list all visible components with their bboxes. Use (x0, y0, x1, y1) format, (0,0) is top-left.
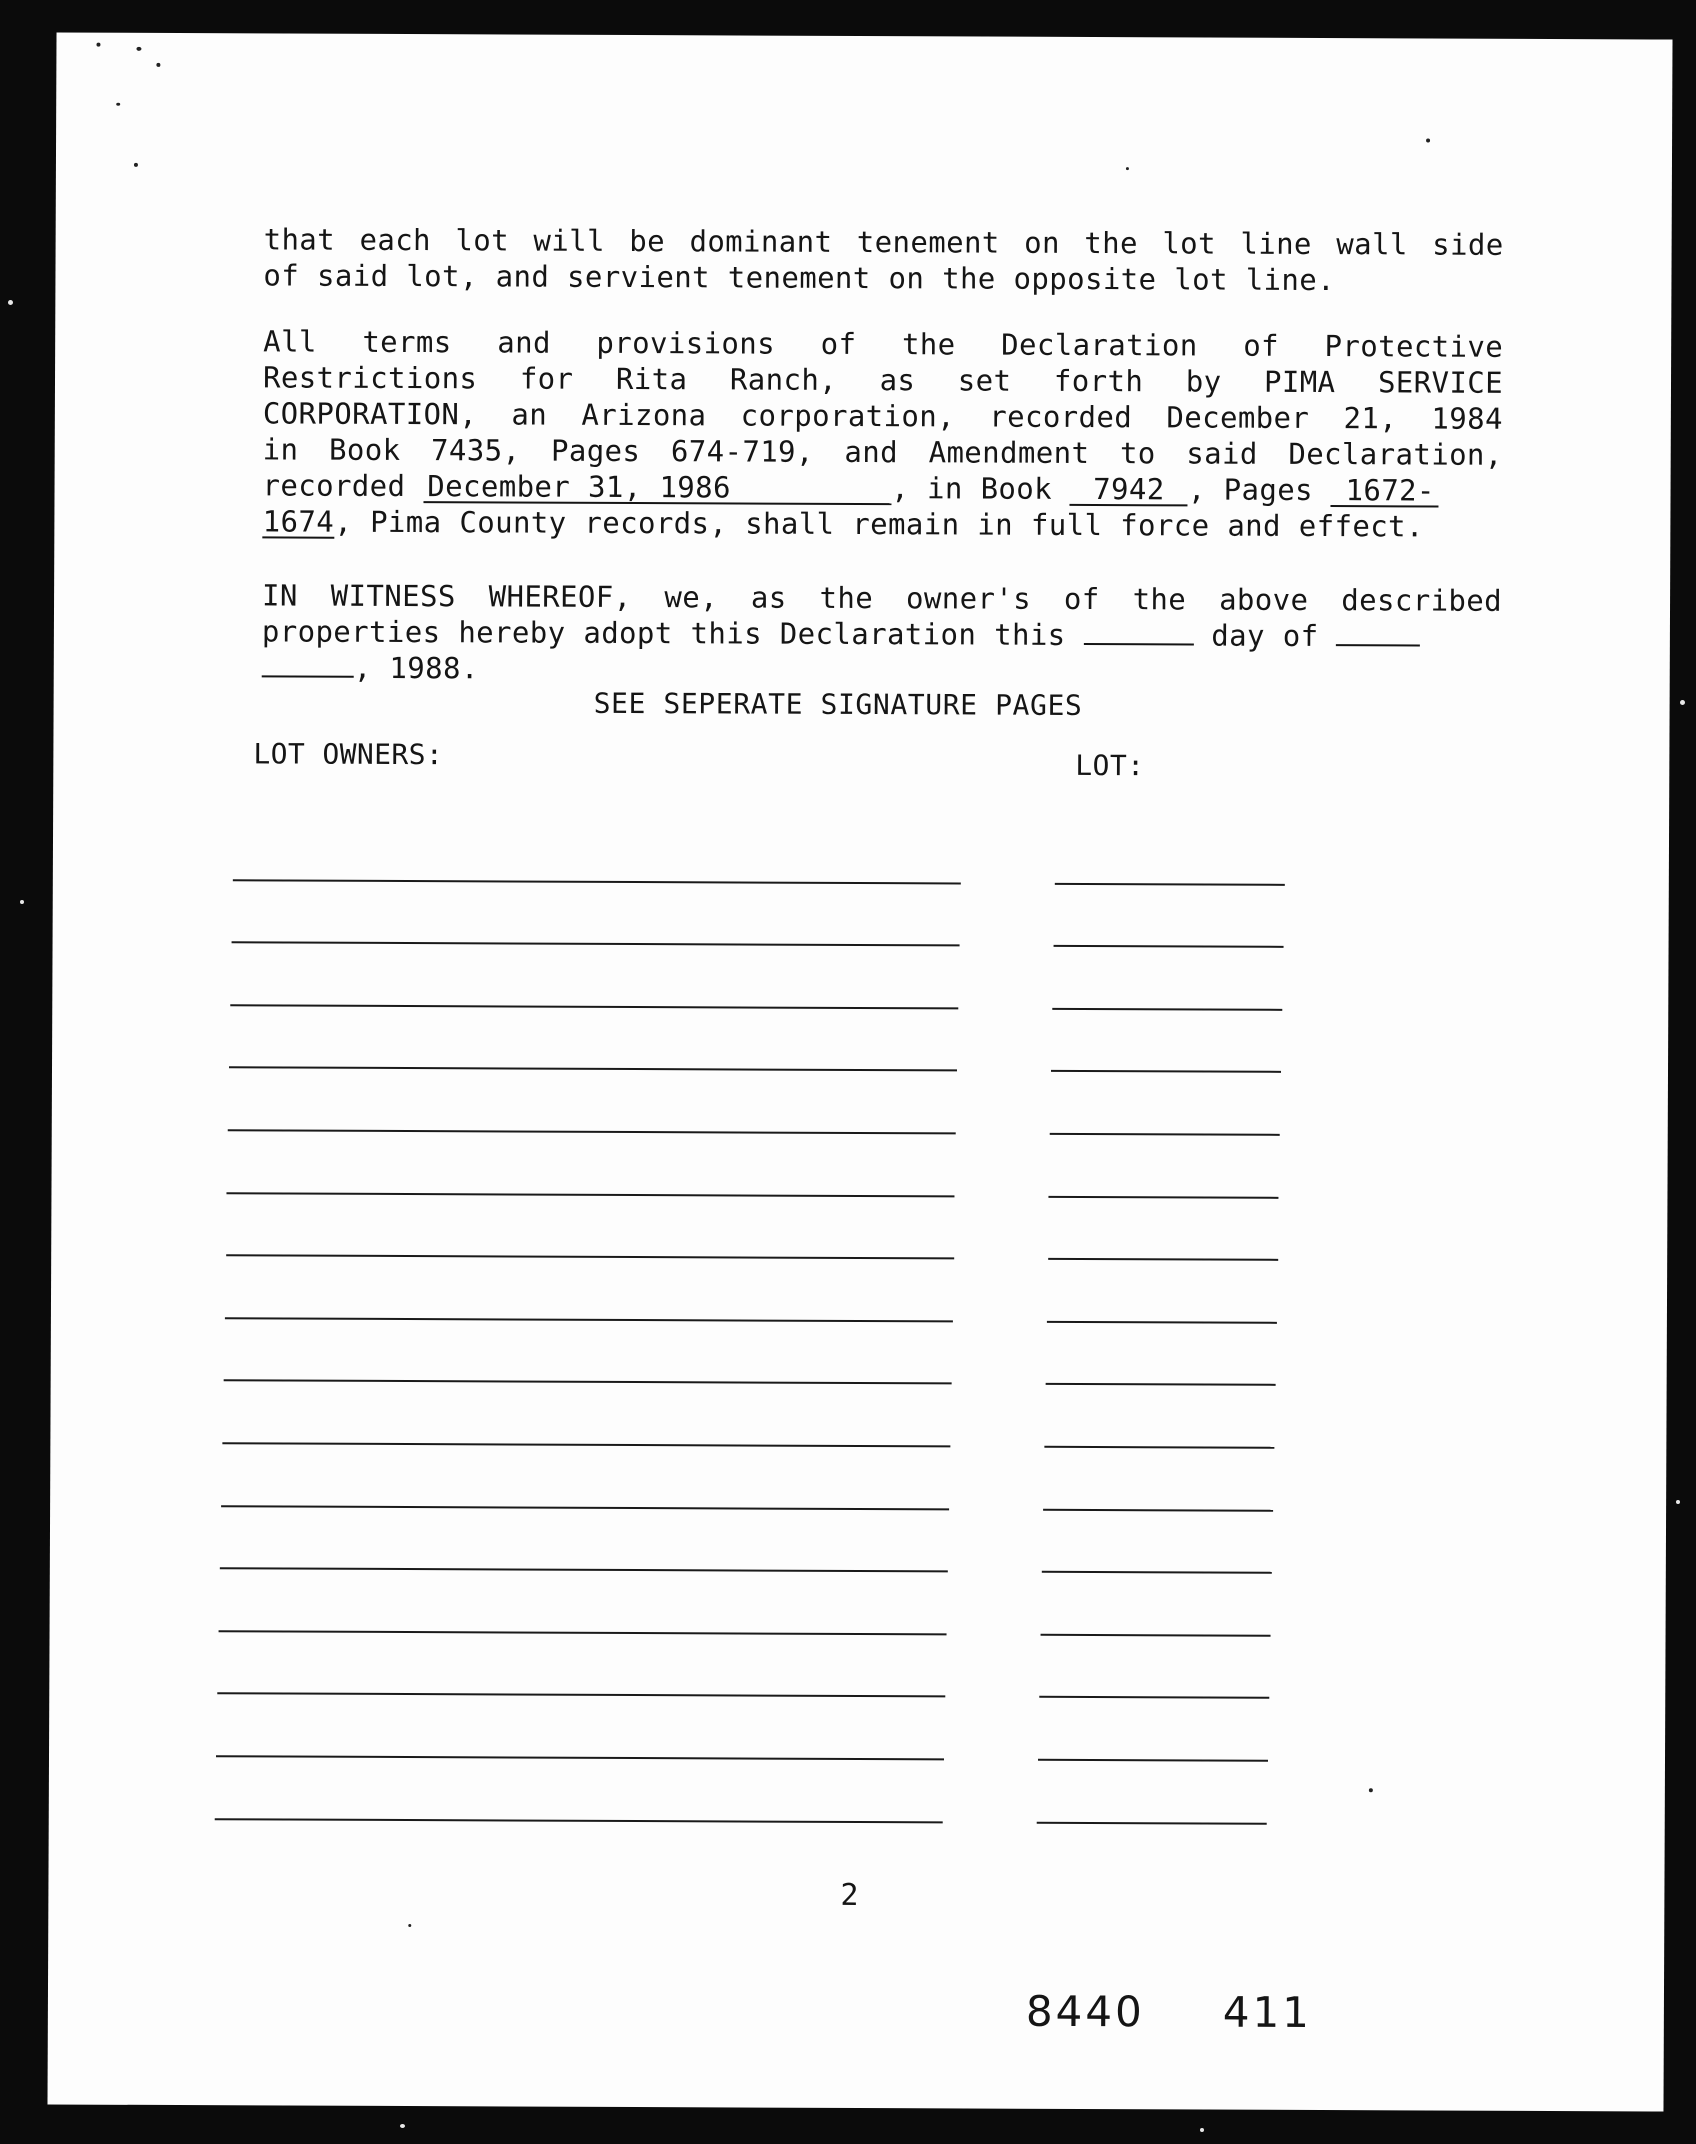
signature-row (230, 1507, 1430, 1575)
scan-speck (136, 47, 141, 51)
signature-row (232, 1006, 1432, 1074)
paragraph-in-witness (262, 577, 1502, 690)
signature-row (229, 1695, 1429, 1763)
lot-owners-label: LOT OWNERS: (253, 737, 444, 772)
paragraph-line-date (262, 613, 1502, 654)
paragraph-line: CORPORATION, an Arizona corporation, recorded December 21, 1984 (262, 396, 1503, 436)
paragraph-declaration-terms (262, 323, 1503, 544)
paragraph-lot-tenement (263, 221, 1503, 298)
scan-speck (20, 900, 24, 904)
scan-speck (1676, 1500, 1680, 1504)
signature-row (233, 881, 1433, 949)
book-number-field: 7942 (1070, 474, 1188, 507)
lot-owner-signature-line[interactable] (215, 1818, 943, 1823)
paragraph-line: All terms and provisions of the Declaration of Protective (263, 324, 1504, 364)
paragraph-line: of said lot, and servient tenement on the opposite lot line. (263, 258, 1336, 298)
signature-row (231, 1256, 1431, 1324)
pages-end-field: 1674 (262, 504, 335, 539)
county-records-text: , Pima County records, shall remain in full force and effect. (334, 504, 1424, 544)
recorded-date-field: December 31, 1986 (423, 471, 891, 505)
lot-label: LOT: (1075, 748, 1145, 783)
signature-row (231, 1194, 1431, 1262)
paragraph-line-year (262, 649, 1502, 690)
signature-row (229, 1632, 1429, 1700)
pages-label: , Pages (1187, 472, 1314, 507)
record-stamp-page: 411 (1222, 1987, 1313, 2037)
scan-speck (8, 300, 13, 305)
signature-row (230, 1444, 1430, 1512)
document-page (47, 32, 1672, 2111)
paragraph-line: Restrictions for Rita Ranch, as set forth by PIMA SERVICE (262, 360, 1504, 400)
scan-speck (156, 63, 160, 67)
paragraph-line-county (262, 503, 1502, 544)
page-number: 2 (840, 1877, 859, 1914)
signature-row (231, 1319, 1431, 1387)
scan-speck (1680, 700, 1685, 705)
signature-row (233, 818, 1433, 886)
book-label: , in Book (891, 471, 1053, 506)
month-blank-continued (262, 653, 354, 677)
record-stamp-book: 8440 (1025, 1986, 1145, 2037)
signature-row (230, 1382, 1430, 1450)
signature-table (229, 818, 1433, 1825)
scan-speck (400, 2124, 405, 2128)
month-blank (1336, 622, 1420, 646)
signature-row (232, 1069, 1432, 1137)
record-stamp (1026, 1987, 1312, 2037)
paragraph-line: in Book 7435, Pages 674-719, and Amendment to said Declaration, (262, 432, 1503, 472)
signature-row (232, 943, 1432, 1011)
signature-row (231, 1131, 1431, 1199)
signature-row (230, 1569, 1430, 1637)
signature-pages-heading: SEE SEPERATE SIGNATURE PAGES (593, 686, 1083, 722)
paragraph-line-recorded (262, 467, 1502, 508)
signature-row (229, 1757, 1429, 1825)
scan-speck (1200, 2128, 1204, 2132)
day-of-label: day of (1211, 618, 1319, 653)
recorded-label: recorded (262, 468, 406, 504)
scan-speck (1126, 167, 1129, 170)
scan-speck (96, 43, 100, 47)
lot-number-line[interactable] (1037, 1821, 1267, 1824)
paragraph-line: IN WITNESS WHEREOF, we, as the owner's of the above described (261, 578, 1503, 618)
scan-speck (1369, 1788, 1373, 1792)
pages-start-field: 1672- (1331, 475, 1439, 507)
day-blank (1083, 621, 1193, 645)
scan-speck (134, 163, 138, 167)
scan-speck (116, 103, 120, 106)
scan-speck (1426, 138, 1430, 142)
year-text: , 1988. (353, 650, 479, 686)
adopt-text: properties hereby adopt this Declaration this (261, 614, 1066, 652)
paragraph-line: that each lot will be dominant tenement on the lot line wall side (263, 222, 1504, 262)
scan-speck (408, 1924, 411, 1927)
